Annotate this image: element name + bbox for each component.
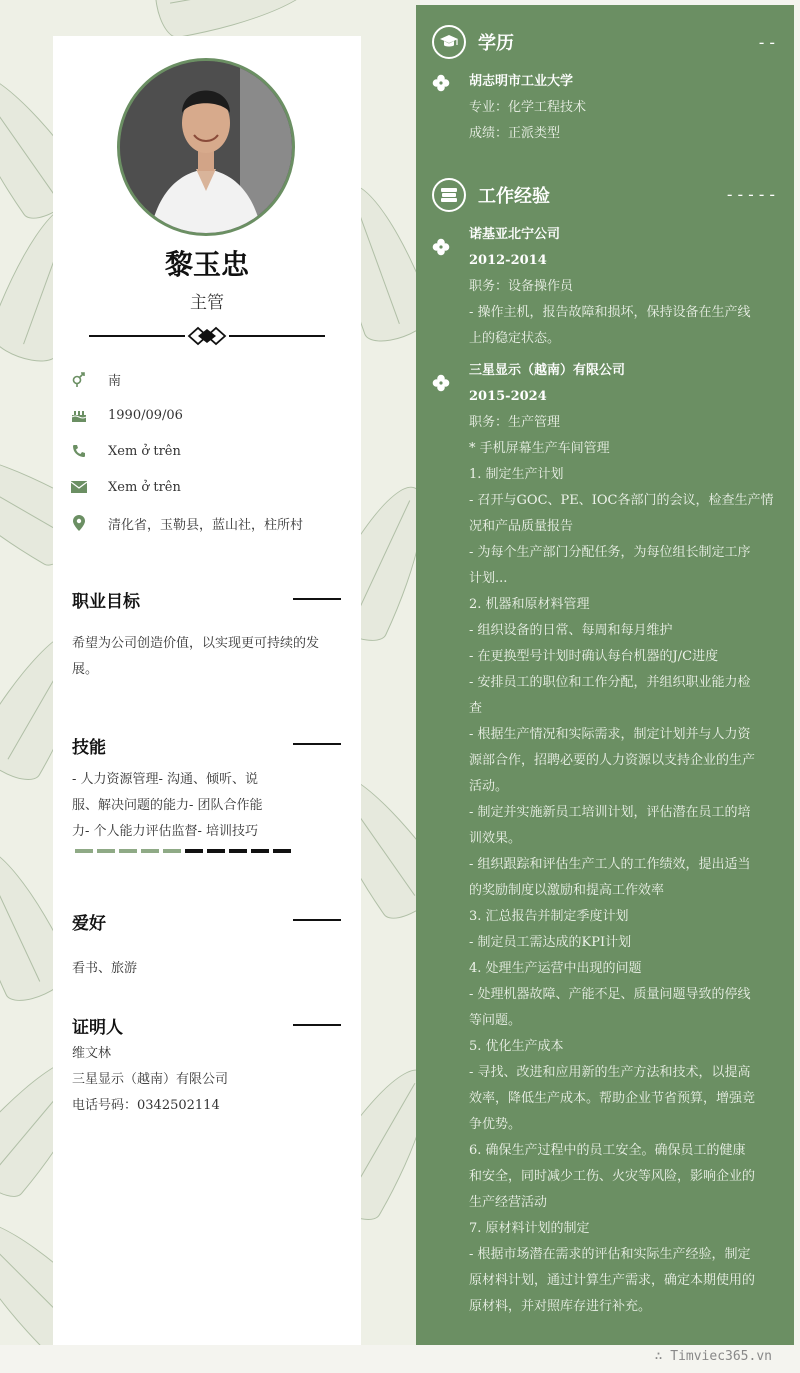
contact-address-value: 清化省，玉勒县，蓝山社，柱所村 <box>108 517 304 533</box>
name-divider <box>89 326 325 346</box>
contact-birthday-value: 1990/09/06 <box>108 407 183 423</box>
job-line: 4. 处理生产运营中出现的问题 <box>469 961 642 976</box>
education-grade: 成绩：正派类型 <box>469 126 561 141</box>
education-school: 胡志明市工业大学 <box>469 74 574 89</box>
job-line: - 制定并实施新员工培训计划，评估潜在员工的培 <box>469 805 751 820</box>
skill-segment-filled <box>141 849 159 853</box>
job-line: - 操作主机，报告故障和损坏，保持设备在生产线 <box>469 305 751 320</box>
job-line: - 制定员工需达成的KPI计划 <box>469 935 632 950</box>
job-line: - 组织设备的日常、每周和每月维护 <box>469 623 673 638</box>
graduation-cap-icon <box>432 25 466 59</box>
job-line: - 组织跟踪和评估生产工人的工作绩效，提出适当 <box>469 857 751 872</box>
job-line: 职务：生产管理 <box>469 415 561 430</box>
contact-email <box>70 477 181 497</box>
flower-bullet-icon <box>432 238 450 256</box>
job-line: 1. 制定生产计划 <box>469 467 564 482</box>
skill-segment-filled <box>97 849 115 853</box>
job-line: 2. 机器和原材料管理 <box>469 597 590 612</box>
reference-heading: 证明人 <box>72 1018 123 1038</box>
job-line: - 在更换型号计划时确认每台机器的J/C进度 <box>469 649 719 664</box>
reference-heading-rule <box>293 1024 341 1026</box>
objective-heading: 职业目标 <box>72 592 140 612</box>
flower-bullet-icon <box>432 374 450 392</box>
job-period: 2015-2024 <box>469 389 547 404</box>
job-line: 原材料计划，通过计算生产需求，确定本期使用的 <box>469 1273 756 1288</box>
skills-heading: 技能 <box>72 738 106 758</box>
skill-segment-filled <box>119 849 137 853</box>
phone-icon <box>70 442 88 460</box>
skill-level-bar <box>75 849 291 853</box>
experience-heading: 工作经验 <box>478 186 550 207</box>
education-header <box>432 25 514 59</box>
objective-text: 希望为公司创造价值，以实现更可持续的发 展。 <box>72 636 320 677</box>
job-line: 5. 优化生产成本 <box>469 1039 564 1054</box>
location-pin-icon <box>70 514 88 532</box>
contact-gender-value: 南 <box>108 373 122 389</box>
job-description <box>469 410 779 1320</box>
job-line: - 寻找、改进和应用新的生产方法和技术，以提高 <box>469 1065 751 1080</box>
skill-segment-empty <box>273 849 291 853</box>
education-heading: 学历 <box>478 33 514 54</box>
job-line: 生产经营活动 <box>469 1195 548 1210</box>
job-line: - 处理机器故障、产能不足、质量问题导致的停线 <box>469 987 751 1002</box>
skill-segment-empty <box>207 849 225 853</box>
education-major: 专业：化学工程技术 <box>469 100 587 115</box>
contact-email-value: Xem ở trên <box>108 479 181 495</box>
skill-segment-empty <box>229 849 247 853</box>
contact-gender <box>70 369 121 389</box>
job-line: 活动。 <box>469 779 509 794</box>
job-line: - 为每个生产部门分配任务，为每位组长制定工序 <box>469 545 751 560</box>
job-line: - 根据生产情况和实际需求，制定计划并与人力资 <box>469 727 751 742</box>
contact-birthday <box>70 405 183 425</box>
job-line: - 安排员工的职位和工作分配，并组织职业能力检 <box>469 675 751 690</box>
reference-phone: 电话号码：0342502114 <box>72 1098 220 1113</box>
job-line: 和安全，同时减少工伤、火灾等风险，影响企业的 <box>469 1169 756 1184</box>
job-line: 的奖励制度以激励和提高工作效率 <box>469 883 665 898</box>
skill-segment-empty <box>251 849 269 853</box>
contact-address <box>70 513 303 533</box>
education-details <box>469 69 779 147</box>
job-line: * 手机屏幕生产车间管理 <box>469 441 610 456</box>
skills-heading-rule <box>293 743 341 745</box>
hobbies-heading: 爱好 <box>72 914 106 934</box>
birthday-cake-icon <box>70 406 88 424</box>
objective-heading-rule <box>293 598 341 600</box>
right-panel <box>416 5 794 1345</box>
job-line: - 根据市场潜在需求的评估和实际生产经验，制定 <box>469 1247 751 1262</box>
job-line: 计划... <box>469 571 508 586</box>
experience-header <box>432 178 550 212</box>
job-line: 6. 确保生产过程中的员工安全。确保员工的健康 <box>469 1143 746 1158</box>
job-line: 争优势。 <box>469 1117 522 1132</box>
footer-brand: ∴ Timviec365.vn <box>654 1349 772 1364</box>
job-line: 等问题。 <box>469 1013 522 1028</box>
job-line: 原材料，并对照库存进行补充。 <box>469 1299 652 1314</box>
skill-segment-empty <box>185 849 203 853</box>
job-line: 7. 原材料计划的制定 <box>469 1221 590 1236</box>
skill-segment-filled <box>75 849 93 853</box>
job-line: 源部合作，招聘必要的人力资源以支持企业的生产 <box>469 753 756 768</box>
contact-phone-value: Xem ở trên <box>108 443 181 459</box>
job-entry <box>469 358 779 1320</box>
candidate-title: 主管 <box>190 293 224 313</box>
job-line: - 召开与GOC、PE、IOC各部门的会议，检查生产情 <box>469 493 774 508</box>
hobbies-text: 看书、旅游 <box>72 961 138 976</box>
job-line: 查 <box>469 701 483 716</box>
job-line: 3. 汇总报告并制定季度计划 <box>469 909 629 924</box>
email-icon <box>70 478 88 496</box>
skills-text: - 人力资源管理- 沟通、倾听、说 服、解决问题的能力- 团队合作能 力- 个人能力评估监督- 培训技巧 <box>72 772 263 839</box>
candidate-name: 黎玉忠 <box>164 248 249 281</box>
flower-bullet-icon <box>432 74 450 92</box>
job-company: 诺基亚北宁公司 <box>469 227 561 242</box>
reference-name: 维文林 <box>72 1046 112 1061</box>
job-line: 训效果。 <box>469 831 522 846</box>
job-company: 三星显示（越南）有限公司 <box>469 363 626 378</box>
job-line: 职务：设备操作员 <box>469 279 574 294</box>
job-line: 况和产品质量报告 <box>469 519 574 534</box>
stacked-books-icon <box>432 178 466 212</box>
avatar <box>117 58 295 236</box>
job-period: 2012-2014 <box>469 253 547 268</box>
gender-icon <box>70 370 88 388</box>
reference-company: 三星显示（越南）有限公司 <box>72 1072 229 1087</box>
hobbies-heading-rule <box>293 919 341 921</box>
job-line: 效率，降低生产成本。帮助企业节省预算，增强竞 <box>469 1091 756 1106</box>
job-entry <box>469 222 779 352</box>
contact-phone <box>70 441 181 461</box>
experience-dashes: ----- <box>724 185 778 204</box>
reference-text <box>72 1041 228 1119</box>
job-line: 上的稳定状态。 <box>469 331 561 346</box>
education-dashes: -- <box>756 33 778 52</box>
job-description <box>469 274 779 352</box>
skill-segment-filled <box>163 849 181 853</box>
